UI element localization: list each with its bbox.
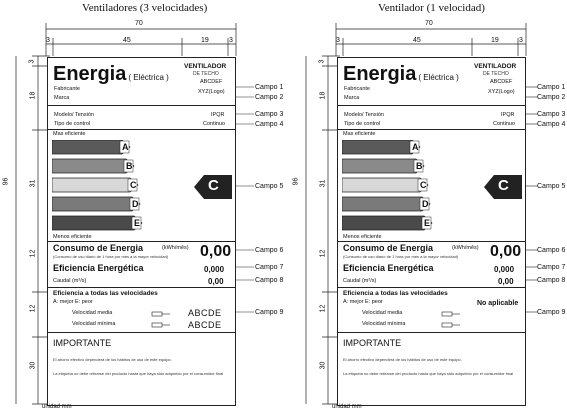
dim-row-5: 12 bbox=[319, 304, 327, 313]
dim-col-main: 45 bbox=[413, 37, 421, 44]
velocidad-media-label: Velocidad media bbox=[72, 310, 113, 316]
dim-total-width: 70 bbox=[425, 20, 433, 27]
dim-total-height: 96 bbox=[2, 177, 10, 186]
energia-heading: Energia ( Eléctrica ) bbox=[53, 63, 169, 85]
divider bbox=[48, 287, 235, 288]
consumo-note: (Consumo de uso diario de 1 hora por mes a la mayor velocidad) bbox=[53, 254, 169, 259]
mejor-peor-label: A: mejor E: peor bbox=[343, 299, 383, 305]
bar-letter-b: B bbox=[416, 161, 423, 171]
bar-letter-c: C bbox=[420, 180, 427, 190]
units-label: unidad mm bbox=[332, 404, 362, 410]
consumo-unit: (kWh/mês) bbox=[162, 245, 189, 251]
campo-6: Campo 6 bbox=[255, 247, 284, 254]
plug-icon bbox=[150, 310, 172, 330]
ventilador-label: VENTILADOR bbox=[474, 63, 517, 70]
dim-row-4: 12 bbox=[319, 249, 327, 258]
efficiency-bar-c bbox=[52, 178, 138, 192]
campo-9: Campo 9 bbox=[255, 309, 284, 316]
efficiency-bar-d bbox=[52, 197, 140, 211]
caudal-value: 0,00 bbox=[498, 277, 514, 286]
scale-minima: ABCDE bbox=[188, 320, 222, 330]
fabricante-value: ABCDEF bbox=[490, 79, 513, 85]
marca-label: Marca bbox=[344, 95, 360, 101]
velocidad-minima-label: Velocidad mínima bbox=[362, 321, 406, 327]
campo-2: Campo 2 bbox=[255, 94, 284, 101]
campo-2: Campo 2 bbox=[537, 94, 566, 101]
modelo-label: Modelo/ Tensión bbox=[54, 112, 94, 118]
consumo-value: 0,00 bbox=[200, 243, 232, 260]
importante-text-2: La etiqueta no debe retirarse del producto hasta que haya sido adquirido por el consumidor final bbox=[343, 371, 514, 376]
ventilador-label: VENTILADOR bbox=[184, 63, 227, 70]
modelo-label: Modelo/ Tensión bbox=[344, 112, 384, 118]
campo-1: Campo 1 bbox=[255, 84, 284, 91]
no-aplicable-label: No aplicable bbox=[477, 300, 519, 307]
campo-5: Campo 5 bbox=[255, 183, 284, 190]
dim-col-right: 19 bbox=[491, 37, 499, 44]
importante-text-1: El ahorro efectivo dependerá de los hábitos de uso de este equipo. bbox=[343, 357, 462, 362]
campo-3: Campo 3 bbox=[537, 111, 566, 118]
consumo-unit: (kWh/mês) bbox=[452, 245, 479, 251]
dim-row-1: 3 bbox=[28, 59, 36, 64]
modelo-value: IPQR bbox=[501, 112, 515, 118]
campo-8: Campo 8 bbox=[255, 277, 284, 284]
velocidad-media-label: Velocidad media bbox=[362, 310, 403, 316]
mejor-peor-label: A: mejor E: peor bbox=[53, 299, 93, 305]
class-indicator-letter: C bbox=[498, 177, 509, 194]
dim-row-6: 30 bbox=[29, 361, 37, 370]
caudal-label: Caudal (m³/s) bbox=[53, 278, 87, 284]
consumo-label: Consumo de Energia bbox=[53, 243, 144, 253]
campo-3: Campo 3 bbox=[255, 111, 284, 118]
class-indicator-letter: C bbox=[208, 177, 219, 194]
title-left: Ventiladores (3 velocidades) bbox=[82, 2, 208, 14]
dim-col-main: 45 bbox=[123, 37, 131, 44]
campo-8: Campo 8 bbox=[537, 277, 566, 284]
efficiency-bar-e bbox=[342, 216, 432, 230]
dimension-lines-side-right bbox=[292, 54, 342, 406]
dim-row-2: 18 bbox=[29, 91, 37, 100]
title-right: Ventilador (1 velocidad) bbox=[378, 2, 485, 14]
efficiency-bar-b bbox=[52, 159, 134, 173]
dim-col-last: 3 bbox=[519, 37, 523, 44]
dim-total-height: 96 bbox=[292, 177, 300, 186]
bar-letter-a: A bbox=[412, 142, 419, 152]
menos-eficiente-label: Menos eficiente bbox=[53, 234, 92, 240]
importante-heading: IMPORTANTE bbox=[53, 338, 112, 348]
efficiency-bar-c bbox=[342, 178, 428, 192]
divider bbox=[338, 241, 525, 242]
efficiency-bar-a bbox=[52, 140, 130, 154]
campo-7: Campo 7 bbox=[537, 264, 566, 271]
divider bbox=[48, 129, 235, 130]
campo-leaders-left bbox=[236, 80, 256, 320]
fabricante-label: Fabricante bbox=[344, 86, 370, 92]
bar-letter-b: B bbox=[126, 161, 133, 171]
divider bbox=[338, 129, 525, 130]
bar-letter-c: C bbox=[130, 180, 137, 190]
divider bbox=[48, 105, 235, 106]
bar-letter-d: D bbox=[422, 199, 429, 209]
importante-text-1: El ahorro efectivo dependerá de los hábitos de uso de este equipo. bbox=[53, 357, 172, 362]
efficiency-bar-b bbox=[342, 159, 424, 173]
dim-col-first: 3 bbox=[46, 37, 50, 44]
eficiencia-value: 0,000 bbox=[494, 265, 515, 274]
consumo-note: (Consumo de uso diario de 1 hora por mes a la mayor velocidad) bbox=[343, 254, 459, 259]
bar-letter-a: A bbox=[122, 142, 129, 152]
bar-letter-d: D bbox=[132, 199, 139, 209]
units-label: unidad mm bbox=[42, 404, 72, 410]
marca-label: Marca bbox=[54, 95, 70, 101]
mas-eficiente-label: Mas eficiente bbox=[53, 131, 86, 137]
dim-row-5: 12 bbox=[29, 304, 37, 313]
eficiencia-label: Eficiencia Energética bbox=[53, 263, 144, 273]
dim-col-last: 3 bbox=[229, 37, 233, 44]
dimension-lines-side-left bbox=[2, 54, 52, 406]
mas-eficiente-label: Mas eficiente bbox=[343, 131, 376, 137]
dim-col-first: 3 bbox=[336, 37, 340, 44]
consumo-value: 0,00 bbox=[490, 243, 522, 260]
velocidad-minima-label: Velocidad mínima bbox=[72, 321, 116, 327]
energy-label-right bbox=[337, 57, 526, 406]
eficiencia-value: 0,000 bbox=[204, 265, 225, 274]
campo-7: Campo 7 bbox=[255, 264, 284, 271]
divider bbox=[48, 241, 235, 242]
divider bbox=[48, 332, 235, 333]
plug-icon bbox=[440, 310, 462, 330]
campo-6: Campo 6 bbox=[537, 247, 566, 254]
importante-heading: IMPORTANTE bbox=[343, 338, 402, 348]
tipo-control-label: Tipo de control bbox=[54, 121, 91, 127]
eficiencia-label: Eficiencia Energética bbox=[343, 263, 434, 273]
marca-value: XYZ(Logo) bbox=[488, 89, 515, 95]
campo-4: Campo 4 bbox=[537, 121, 566, 128]
campo-4: Campo 4 bbox=[255, 121, 284, 128]
dim-col-right: 19 bbox=[201, 37, 209, 44]
dim-row-2: 18 bbox=[319, 91, 327, 100]
caudal-label: Caudal (m³/s) bbox=[343, 278, 377, 284]
dim-row-3: 31 bbox=[29, 179, 37, 188]
de-techo-label: DE TECHO bbox=[483, 71, 509, 77]
tipo-control-value: Continuo bbox=[203, 121, 226, 127]
campo-5: Campo 5 bbox=[537, 183, 566, 190]
efficiency-bar-d bbox=[342, 197, 430, 211]
importante-text-2: La etiqueta no debe retirarse del producto hasta que haya sido adquirido por el consumidor final bbox=[53, 371, 224, 376]
bar-letter-e: E bbox=[424, 218, 431, 228]
dim-row-6: 30 bbox=[319, 361, 327, 370]
divider bbox=[338, 105, 525, 106]
divider bbox=[338, 332, 525, 333]
efficiency-bar-e bbox=[52, 216, 142, 230]
caudal-value: 0,00 bbox=[208, 277, 224, 286]
campo-9: Campo 9 bbox=[537, 309, 566, 316]
fabricante-value: ABCDEF bbox=[200, 79, 223, 85]
dim-total-width: 70 bbox=[135, 20, 143, 27]
tipo-control-label: Tipo de control bbox=[344, 121, 381, 127]
todas-velocidades-title: Eficiencia a todas las velocidades bbox=[53, 290, 158, 297]
energia-heading: Energia ( Eléctrica ) bbox=[343, 63, 459, 85]
divider bbox=[338, 287, 525, 288]
menos-eficiente-label: Menos eficiente bbox=[343, 234, 382, 240]
marca-value: XYZ(Logo) bbox=[198, 89, 225, 95]
tipo-control-value: Continuo bbox=[493, 121, 516, 127]
fabricante-label: Fabricante bbox=[54, 86, 80, 92]
de-techo-label: DE TECHO bbox=[193, 71, 219, 77]
dim-row-1: 3 bbox=[318, 59, 326, 64]
bar-letter-e: E bbox=[134, 218, 141, 228]
campo-1: Campo 1 bbox=[537, 84, 566, 91]
dim-row-4: 12 bbox=[29, 249, 37, 258]
modelo-value: IPQR bbox=[211, 112, 225, 118]
todas-velocidades-title: Eficiencia a todas las velocidades bbox=[343, 290, 448, 297]
consumo-label: Consumo de Energia bbox=[343, 243, 434, 253]
energy-label-left bbox=[47, 57, 236, 406]
scale-media: ABCDE bbox=[188, 308, 222, 318]
efficiency-bar-a bbox=[342, 140, 420, 154]
dim-row-3: 31 bbox=[319, 179, 327, 188]
